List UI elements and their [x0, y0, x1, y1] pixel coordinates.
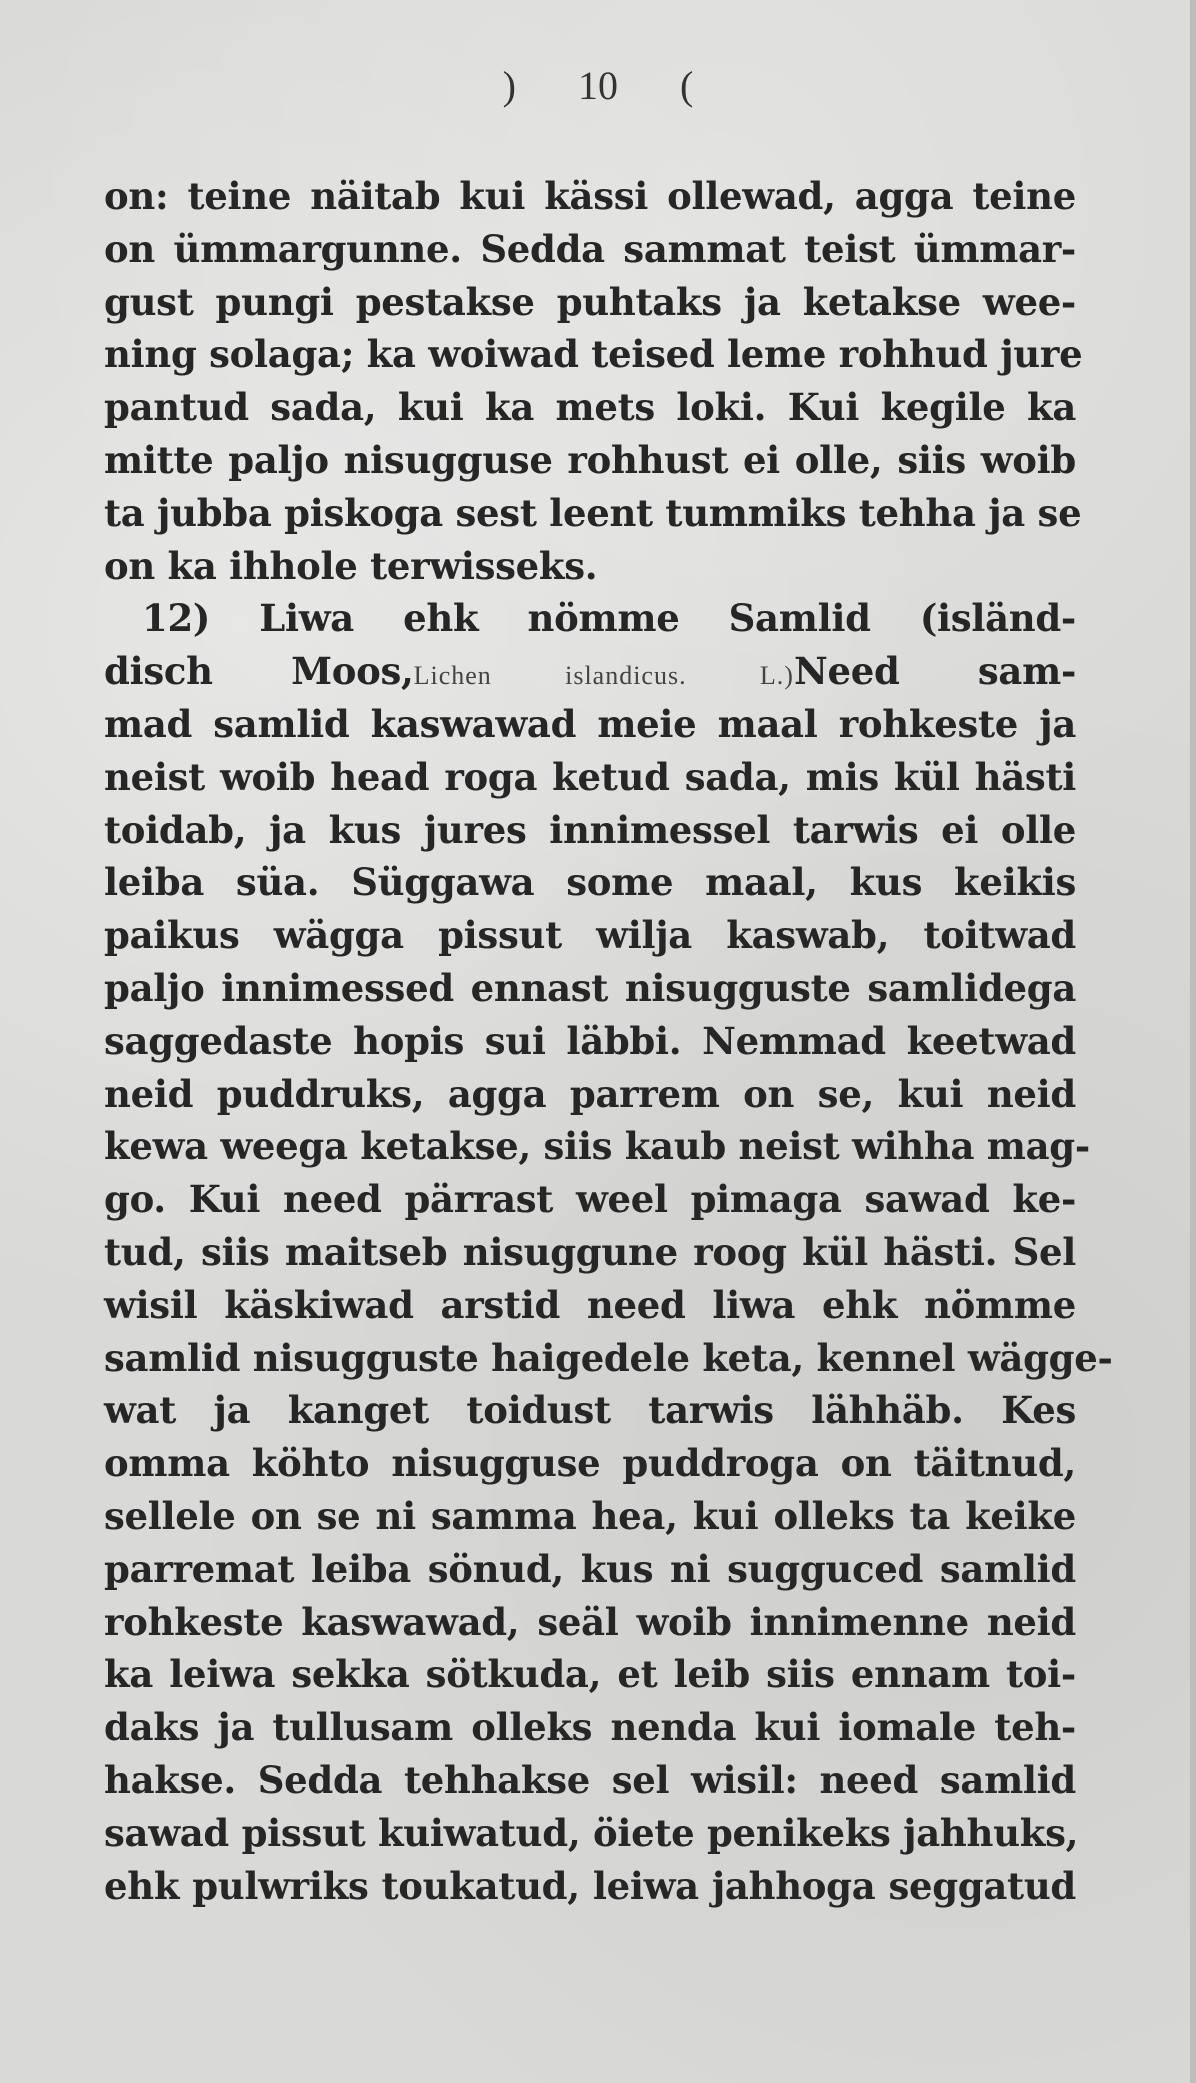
text-line: paljo innimessed ennast nisugguste samlidega [104, 965, 1076, 1010]
page-header [0, 62, 1196, 109]
text-line: wat ja kanget toidust tarwis lähhäb. Kes [104, 1388, 1076, 1433]
text-line: ta jubba piskoga sest leent tummiks tehha ja se [104, 490, 1082, 535]
text-line: leiba süa. Süggawa some maal, kus keikis [104, 860, 1076, 905]
text-line: omma köhto nisugguse puddroga on täitnud, [104, 1441, 1076, 1486]
text-line: kewa weega ketakse, siis kaub neist wihha mag- [104, 1124, 1090, 1169]
text-line: sawad pissut kuiwatud, öiete penikeks jahhuks, [104, 1810, 1079, 1855]
text-line: 12) Liwa ehk nömme Samlid (isländ- [142, 596, 1076, 641]
text-line: tud, siis maitseb nisuggune roog kül hästi. Sel [104, 1229, 1076, 1274]
text-line: ehk pulwriks toukatud, leiwa jahhoga seggatud [104, 1863, 1076, 1908]
text-line: toidab, ja kus jures innimessel tarwis ei olle [104, 807, 1076, 852]
text-line: on ümmargunne. Sedda sammat teist ümmar- [104, 226, 1076, 271]
text-line: on: teine näitab kui kässi ollewad, agga teine [104, 174, 1076, 218]
text-line [104, 645, 1076, 698]
text-line: neist woib head roga ketud sada, mis kül hästi [104, 754, 1076, 799]
text-line: mitte paljo nisugguse rohhust ei olle, siis woib [104, 437, 1076, 482]
text-line: rohkeste kaswawad, seäl woib innimenne neid [104, 1599, 1076, 1644]
latin-name: Lichen islandicus. L.) [413, 661, 794, 691]
text-line: parremat leiba sönud, kus ni sugguсed samlid [104, 1546, 1076, 1591]
text-line: saggedaste hopis sui läbbi. Nemmad keetwad [104, 1018, 1076, 1063]
text-line: mad samlid kaswawad meie maal rohkeste ja [104, 701, 1076, 746]
text-line: gust pungi pestakse puhtaks ja ketakse wee- [104, 279, 1076, 324]
page-edge [1190, 0, 1196, 2083]
page-body [104, 170, 1113, 1912]
text-line: neid puddruks, agga parrem on se, kui neid [104, 1071, 1076, 1116]
text-line: hakse. Sedda tehhakse sel wisil: need samlid [104, 1757, 1076, 1802]
text-line: daks ja tullusam olleks nenda kui iomale teh- [104, 1705, 1076, 1750]
text-line: paikus wägga pissut wilja kaswab, toitwad [104, 913, 1076, 958]
text-line: ning solaga; ka woiwad teised leme rohhud jure [104, 332, 1083, 377]
text-line: sellele on se ni samma hea, kui olleks ta keike [104, 1493, 1076, 1538]
page-number: 10 [578, 63, 618, 108]
fraktur-segment: disch Moos, [104, 649, 414, 694]
text-line: wisil käskiwad arstid need liwa ehk nömme [104, 1282, 1076, 1327]
fraktur-segment: Need sam- [793, 649, 1077, 694]
text-line: pantud sada, kui ka mets loki. Kui kegile ka [104, 385, 1076, 430]
text-line: ka leiwa sekka sötkuda, et leib siis ennam toi- [104, 1652, 1076, 1697]
left-bracket: ) [502, 63, 516, 108]
right-bracket: ( [680, 63, 694, 108]
text-line: go. Kui need pärrast weel pimaga sawad ke- [104, 1177, 1076, 1222]
text-line: on ka ihhole terwisseks. [104, 543, 598, 588]
text-line: samlid nisugguste haigedele keta, kennel wägge- [104, 1335, 1113, 1380]
